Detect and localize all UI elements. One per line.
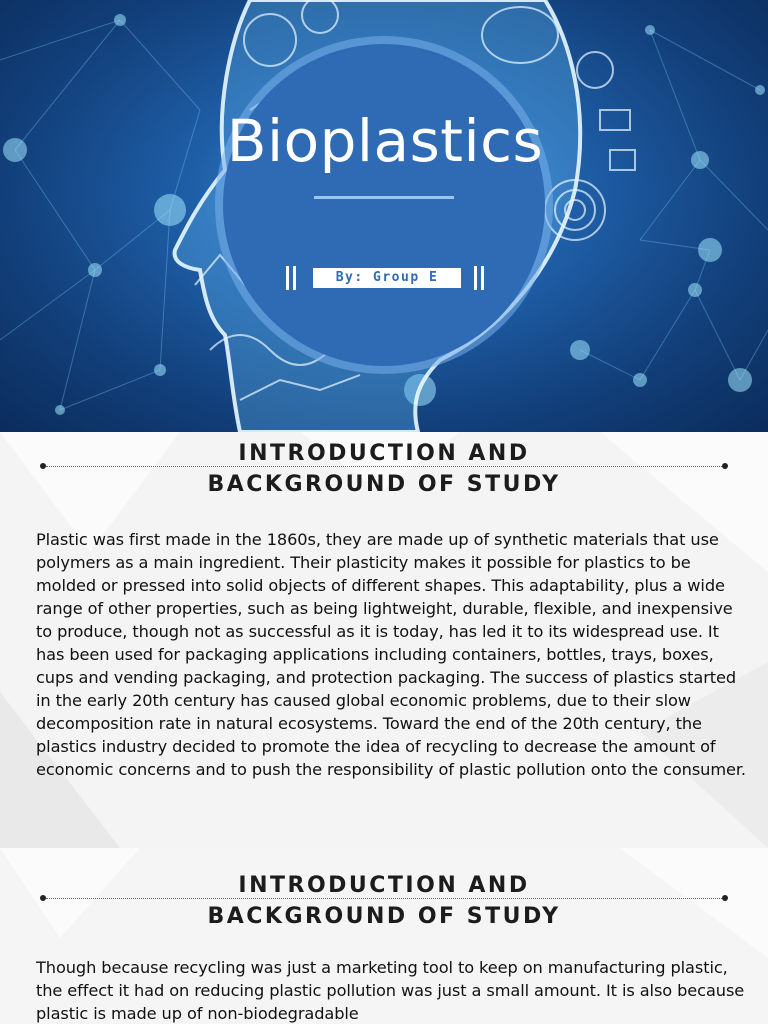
body-paragraph: Plastic was first made in the 1860s, they are made up of synthetic materials that use polymers as a main ingredient. Their plasticity makes it possible for plastics to be molded or pressed into solid objects of different shapes. This adaptability, plus a wide range of other properties, such as being lightweight, durable, flexible, and inexpensive to produce, though not as successful as it is today, has led it to its widespread use. It has been used for packaging applications including containers, bottles, trays, boxes, cups and vending packaging, and protection packaging. The success of plastics started in the early 20th century has caused global economic problems, due to their slow decomposition rate in natural ecosystems. Toward the end of the 20th century, the plastics industry decided to promote the idea of recycling to decrease the amount of economic concerns and to push the responsibility of plastic pollution onto the consumer. [36,530,746,779]
heading-line: BACKGROUND OF STUDY [207,472,561,497]
slide-introduction [0,432,768,848]
byline-right-bar [474,266,477,290]
heading-line: INTRODUCTION AND [238,873,530,898]
title-circle [223,44,545,366]
byline-right-bar [481,266,484,290]
heading-line: BACKGROUND OF STUDY [207,904,561,929]
heading-divider [40,462,728,470]
heading-divider [40,894,728,902]
byline-left-bar [293,266,296,290]
body-paragraph: Though because recycling was just a marketing tool to keep on manufacturing plastic, the effect it had on reducing plastic pollution was just a small amount. It is also because plastic is made up of non-biodegradable [36,958,745,1023]
byline-left-bar [286,266,289,290]
byline-label: By: Group E [313,268,461,288]
heading-line: INTRODUCTION AND [238,441,530,466]
presentation-title: Bioplastics [226,107,544,175]
cover-slide [0,0,768,432]
slide-introduction-continued [0,848,768,1024]
title-underline [314,196,454,199]
byline [286,266,484,290]
